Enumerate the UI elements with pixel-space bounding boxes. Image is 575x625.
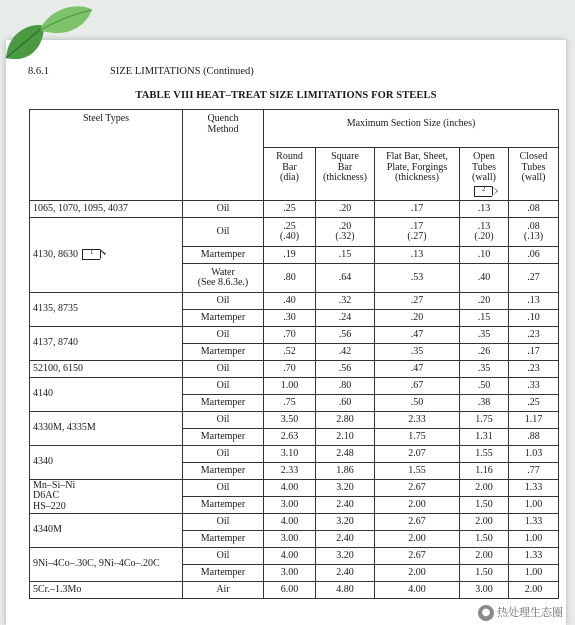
flat-value-cell: 4.00 [375,582,460,599]
note-callout-1-number: 1 [90,248,94,257]
flat-value-cell: 1.55 [375,463,460,480]
document-page [6,40,566,625]
quench-method-cell: Oil [183,218,264,247]
open-value-cell: 2.00 [460,480,509,497]
closed-value-cell: .25 [509,395,559,412]
steel-type-cell [30,378,183,412]
section-number: 8.6.1 [28,66,49,77]
square-value-cell: 2.40 [316,531,375,548]
open-value-cell: .38 [460,395,509,412]
header-open-tubes [460,148,509,201]
round-value-cell: 4.00 [264,514,316,531]
header-closed-line-2: Tubes [521,161,546,173]
square-value-cell: .64 [316,264,375,293]
note-callout-2 [474,186,492,197]
closed-value-cell: .33 [509,378,559,395]
open-value-cell: 1.55 [460,446,509,463]
steel-type-cell [30,514,183,548]
round-value-cell: .70 [264,327,316,344]
square-value-cell: 2.10 [316,429,375,446]
open-value-cell: .50 [460,378,509,395]
quench-method-cell: Oil [183,412,264,429]
header-steel-types: Steel Types [30,110,183,201]
flat-value-cell: .47 [375,327,460,344]
watermark-text: 热处理生态圈 [497,606,563,619]
header-quench-line-2: Method [207,123,239,135]
square-value-cell: 4.80 [316,582,375,599]
closed-value-cell: .27 [509,264,559,293]
open-value-cell: 1.50 [460,531,509,548]
flat-value-cell: .47 [375,361,460,378]
quench-method-cell: Water (See 8.6.3e.) [183,264,264,293]
steel-type-label: 4340M [33,524,62,536]
round-value-cell: 2.33 [264,463,316,480]
square-value-cell: 3.20 [316,548,375,565]
flat-value-cell: 2.67 [375,480,460,497]
closed-value-cell: .08 [509,201,559,218]
quench-method-cell: Oil [183,327,264,344]
note-callout-1 [82,249,100,260]
quench-method-cell: Oil [183,293,264,310]
closed-value-cell: 1.33 [509,548,559,565]
quench-method-cell: Oil [183,378,264,395]
header-closed-line-1: Closed [519,151,548,162]
table-row [30,480,559,497]
table-body [30,201,559,599]
table-row [30,218,559,247]
flat-value-cell: 1.75 [375,429,460,446]
square-value-cell: 3.20 [316,514,375,531]
wechat-circle-icon: ● [478,605,494,621]
header-square-line-3: (thickness) [323,172,367,183]
square-value-cell: .15 [316,247,375,264]
square-value-cell: .56 [316,327,375,344]
closed-value-cell: 1.00 [509,565,559,582]
header-flat-line-3: (thickness) [395,172,439,183]
open-value-cell: 1.50 [460,565,509,582]
steel-type-cell [30,582,183,599]
round-value-cell: .25 (.40) [264,218,316,247]
round-value-cell: .40 [264,293,316,310]
closed-value-cell: 2.00 [509,582,559,599]
closed-value-cell: .10 [509,310,559,327]
open-value-cell: 2.00 [460,548,509,565]
open-value-cell: 1.50 [460,497,509,514]
square-value-cell: .60 [316,395,375,412]
table-title: TABLE VIII HEAT–TREAT SIZE LIMITATIONS FOR STEELS [135,90,437,101]
open-value-cell: .13 (.20) [460,218,509,247]
closed-value-cell: 1.33 [509,480,559,497]
closed-value-cell: .23 [509,327,559,344]
heat-treat-size-table [29,109,559,599]
flat-value-cell: 2.00 [375,531,460,548]
flat-value-cell: .50 [375,395,460,412]
steel-type-label: 52100, 6150 [33,362,83,374]
square-value-cell: .42 [316,344,375,361]
closed-value-cell: 1.00 [509,531,559,548]
quench-method-cell: Martemper [183,310,264,327]
flat-value-cell: .17 [375,201,460,218]
table-row [30,378,559,395]
square-value-cell: .32 [316,293,375,310]
flat-value-cell: .17 (.27) [375,218,460,247]
table-row [30,361,559,378]
closed-value-cell: .77 [509,463,559,480]
closed-value-cell: 1.03 [509,446,559,463]
open-value-cell: .20 [460,293,509,310]
flat-value-cell: 2.00 [375,565,460,582]
flat-value-cell: 2.07 [375,446,460,463]
steel-type-label: 9Ni–4Co–.30C, 9Ni–4Co–.20C [33,558,160,570]
square-value-cell: 1.86 [316,463,375,480]
open-value-cell: 1.75 [460,412,509,429]
steel-type-cell [30,327,183,361]
steel-type-label: 4135, 8735 [33,303,78,315]
round-value-cell: .52 [264,344,316,361]
quench-method-cell: Martemper [183,344,264,361]
table-row [30,327,559,344]
header-open-line-1: Open [473,151,495,162]
open-value-cell: .35 [460,327,509,344]
steel-type-label: 4140 [33,388,53,400]
round-value-cell: 3.10 [264,446,316,463]
flat-value-cell: .67 [375,378,460,395]
round-value-cell: .19 [264,247,316,264]
table-row [30,582,559,599]
section-title: SIZE LIMITATIONS (Continued) [110,66,254,77]
flat-value-cell: 2.00 [375,497,460,514]
quench-method-cell: Oil [183,548,264,565]
leaf-decoration-icon [0,0,100,80]
header-closed-line-3: (wall) [521,172,546,183]
closed-value-cell: .88 [509,429,559,446]
flat-value-cell: 2.67 [375,514,460,531]
open-value-cell: .35 [460,361,509,378]
quench-method-cell: Martemper [183,497,264,514]
quench-method-cell: Martemper [183,463,264,480]
round-value-cell: 3.00 [264,531,316,548]
steel-type-cell [30,446,183,480]
closed-value-cell: 1.00 [509,497,559,514]
steel-type-label: 4137, 8740 [33,337,78,349]
flat-value-cell: 2.67 [375,548,460,565]
round-value-cell: 3.00 [264,565,316,582]
steel-type-cell [30,412,183,446]
square-value-cell: 2.40 [316,497,375,514]
header-round-line-2: Bar [282,161,297,173]
steel-type-cell [30,201,183,218]
table-row [30,412,559,429]
header-flat-line-1: Flat Bar, Sheet, [386,151,448,162]
steel-type-label: 4330M, 4335M [33,422,96,434]
steel-type-label: 5Cr.–1.3Mo [33,583,82,595]
watermark [478,604,563,621]
open-value-cell: .10 [460,247,509,264]
quench-method-cell: Martemper [183,531,264,548]
quench-method-cell: Oil [183,514,264,531]
round-value-cell: 3.00 [264,497,316,514]
header-open-line-3: (wall) [472,172,496,183]
quench-method-cell: Martemper [183,429,264,446]
header-flat-bar [375,148,460,201]
closed-value-cell: .13 [509,293,559,310]
open-value-cell: .40 [460,264,509,293]
closed-value-cell: .23 [509,361,559,378]
header-square-line-1: Square [331,151,359,162]
square-value-cell: .56 [316,361,375,378]
steel-type-cell [30,218,183,293]
quench-method-cell: Oil [183,201,264,218]
square-value-cell: .20 (.32) [316,218,375,247]
square-value-cell: .20 [316,201,375,218]
round-value-cell: 1.00 [264,378,316,395]
note-callout-2-number: 2 [482,184,486,193]
square-value-cell: .24 [316,310,375,327]
open-value-cell: 1.16 [460,463,509,480]
open-value-cell: 3.00 [460,582,509,599]
round-value-cell: .25 [264,201,316,218]
quench-method-cell: Martemper [183,247,264,264]
steel-type-label: 4340 [33,456,53,468]
header-round-line-3: (dia) [280,172,299,183]
steel-type-cell [30,548,183,582]
round-value-cell: .30 [264,310,316,327]
round-value-cell: 6.00 [264,582,316,599]
header-max-section: Maximum Section Size (inches) [264,110,559,148]
square-value-cell: 2.80 [316,412,375,429]
header-square-line-2: Bar [337,161,353,173]
quench-method-cell: Oil [183,361,264,378]
flat-value-cell: .53 [375,264,460,293]
round-value-cell: .70 [264,361,316,378]
steel-type-label: Mn–Si–Ni D6AC HS–220 [33,479,76,512]
table-row [30,446,559,463]
header-flat-line-2: Plate, Forgings [386,161,448,173]
steel-type-cell [30,361,183,378]
header-round-line-1: Round [276,151,303,162]
round-value-cell: 2.63 [264,429,316,446]
round-value-cell: .75 [264,395,316,412]
steel-type-cell [30,480,183,514]
flat-value-cell: .13 [375,247,460,264]
square-value-cell: 3.20 [316,480,375,497]
open-value-cell: 2.00 [460,514,509,531]
flat-value-cell: .35 [375,344,460,361]
square-value-cell: 2.40 [316,565,375,582]
closed-value-cell: .08 (.13) [509,218,559,247]
closed-value-cell: .06 [509,247,559,264]
open-value-cell: .26 [460,344,509,361]
steel-type-label: 4130, 8630 [33,249,78,261]
header-quench-line-1: Quench [207,113,239,124]
header-round-bar [264,148,316,201]
table-row [30,514,559,531]
table-row [30,293,559,310]
flat-value-cell: .27 [375,293,460,310]
closed-value-cell: 1.33 [509,514,559,531]
round-value-cell: .80 [264,264,316,293]
open-value-cell: .13 [460,201,509,218]
closed-value-cell: 1.17 [509,412,559,429]
square-value-cell: 2.48 [316,446,375,463]
header-closed-tubes [509,148,559,201]
steel-type-label: 1065, 1070, 1095, 4037 [33,202,128,214]
header-square-bar [316,148,375,201]
header-open-line-2: Tubes [471,161,497,173]
quench-method-cell: Oil [183,446,264,463]
quench-method-cell: Martemper [183,395,264,412]
flat-value-cell: 2.33 [375,412,460,429]
square-value-cell: .80 [316,378,375,395]
round-value-cell: 3.50 [264,412,316,429]
flat-value-cell: .20 [375,310,460,327]
round-value-cell: 4.00 [264,548,316,565]
steel-type-cell [30,293,183,327]
closed-value-cell: .17 [509,344,559,361]
quench-method-cell: Air [183,582,264,599]
open-value-cell: 1.31 [460,429,509,446]
header-quench-method [183,110,264,201]
quench-method-cell: Martemper [183,565,264,582]
round-value-cell: 4.00 [264,480,316,497]
table-row [30,201,559,218]
quench-method-cell: Oil [183,480,264,497]
open-value-cell: .15 [460,310,509,327]
table-row [30,548,559,565]
